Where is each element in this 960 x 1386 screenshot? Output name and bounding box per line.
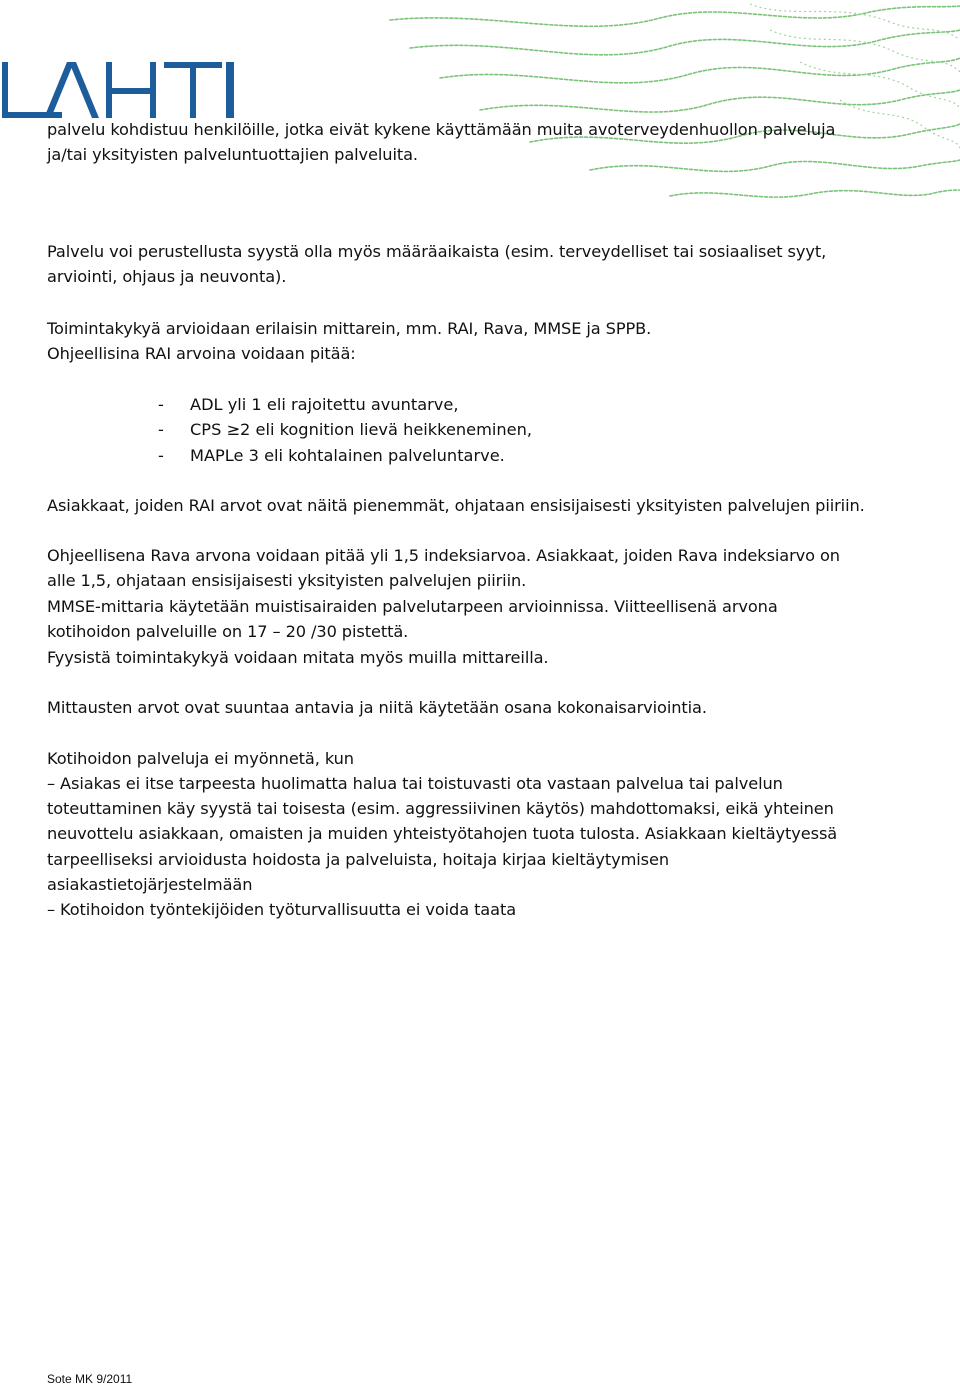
measures-text: Toimintakykyä arvioidaan erilaisin mittarein, mm. RAI, Rava, MMSE ja SPPB. — [47, 319, 652, 338]
rai-lower-text: Asiakkaat, joiden RAI arvot ovat näitä pienemmät, ohjataan ensisijaisesti yksityisten palvelujen piiriin. — [47, 496, 865, 515]
mmse-line-2: kotihoidon palveluille on 17 – 20 /30 pistettä. — [47, 622, 409, 641]
bullet-dash: - — [158, 395, 164, 414]
not-granted-heading: Kotihoidon palveluja ei myönnetä, kun — [47, 749, 354, 768]
mmse-line-1: MMSE-mittaria käytetään muistisairaiden palvelutarpeen arvioinnissa. Viitteellisenä arvona — [47, 597, 778, 616]
intro-line-2: ja/tai yksityisten palveluntuottajien palveluita. — [47, 145, 418, 164]
bullet-text: ADL yli 1 eli rajoitettu avuntarve, — [190, 395, 459, 414]
not-granted-line-2: toteuttaminen käy syystä tai toisesta (esim. aggressiivinen käytös) mahdottomaksi, eikä yhteinen — [47, 799, 834, 818]
page-footer: Sote MK 9/2011 — [47, 1372, 133, 1386]
temporary-line-2: arviointi, ohjaus ja neuvonta). — [47, 267, 287, 286]
physical-line: Fyysistä toimintakykyä voidaan mitata myös muilla mittareilla. — [47, 648, 549, 667]
not-granted-line-6: – Kotihoidon työntekijöiden työturvallisuutta ei voida taata — [47, 900, 517, 919]
rava-line-2: alle 1,5, ohjataan ensisijaisesti yksityisten palvelujen piiriin. — [47, 571, 527, 590]
not-granted-line-1: – Asiakas ei itse tarpeesta huolimatta halua tai toistuvasti ota vastaan palvelua tai palvelun — [47, 774, 783, 793]
bullet-dash: - — [158, 446, 164, 465]
not-granted-line-4: tarpeelliseksi arvioidusta hoidosta ja palveluista, hoitaja kirjaa kieltäytymisen — [47, 850, 670, 869]
rai-intro-text: Ohjeellisina RAI arvoina voidaan pitää: — [47, 344, 356, 363]
topographic-lines-decoration — [370, 0, 960, 210]
bullet-text: MAPLe 3 eli kohtalainen palveluntarve. — [190, 446, 505, 465]
rava-line-1: Ohjeellisena Rava arvona voidaan pitää yli 1,5 indeksiarvoa. Asiakkaat, joiden Rava indeksiarvo on — [47, 546, 840, 565]
rai-bullet-maple — [158, 446, 505, 466]
intro-line-1: palvelu kohdistuu henkilöille, jotka eivät kykene käyttämään muita avoterveydenhuollon palveluja — [47, 120, 836, 139]
temporary-line-1: Palvelu voi perustellusta syystä olla myös määräaikaista (esim. terveydelliset tai sosiaaliset syyt, — [47, 242, 827, 261]
guiding-text: Mittausten arvot ovat suuntaa antavia ja niitä käytetään osana kokonaisarviointia. — [47, 698, 707, 717]
bullet-text: CPS ≥2 eli kognition lievä heikkeneminen, — [190, 420, 533, 439]
lahti-logo — [0, 54, 240, 120]
rai-bullet-cps — [158, 420, 532, 440]
bullet-dash: - — [158, 420, 164, 439]
not-granted-line-3: neuvottelu asiakkaan, omaisten ja muiden yhteistyötahojen tuota tulosta. Asiakkaan kieltäytyessä — [47, 824, 838, 843]
rai-bullet-adl — [158, 395, 458, 415]
not-granted-line-5: asiakastietojärjestelmään — [47, 875, 253, 894]
